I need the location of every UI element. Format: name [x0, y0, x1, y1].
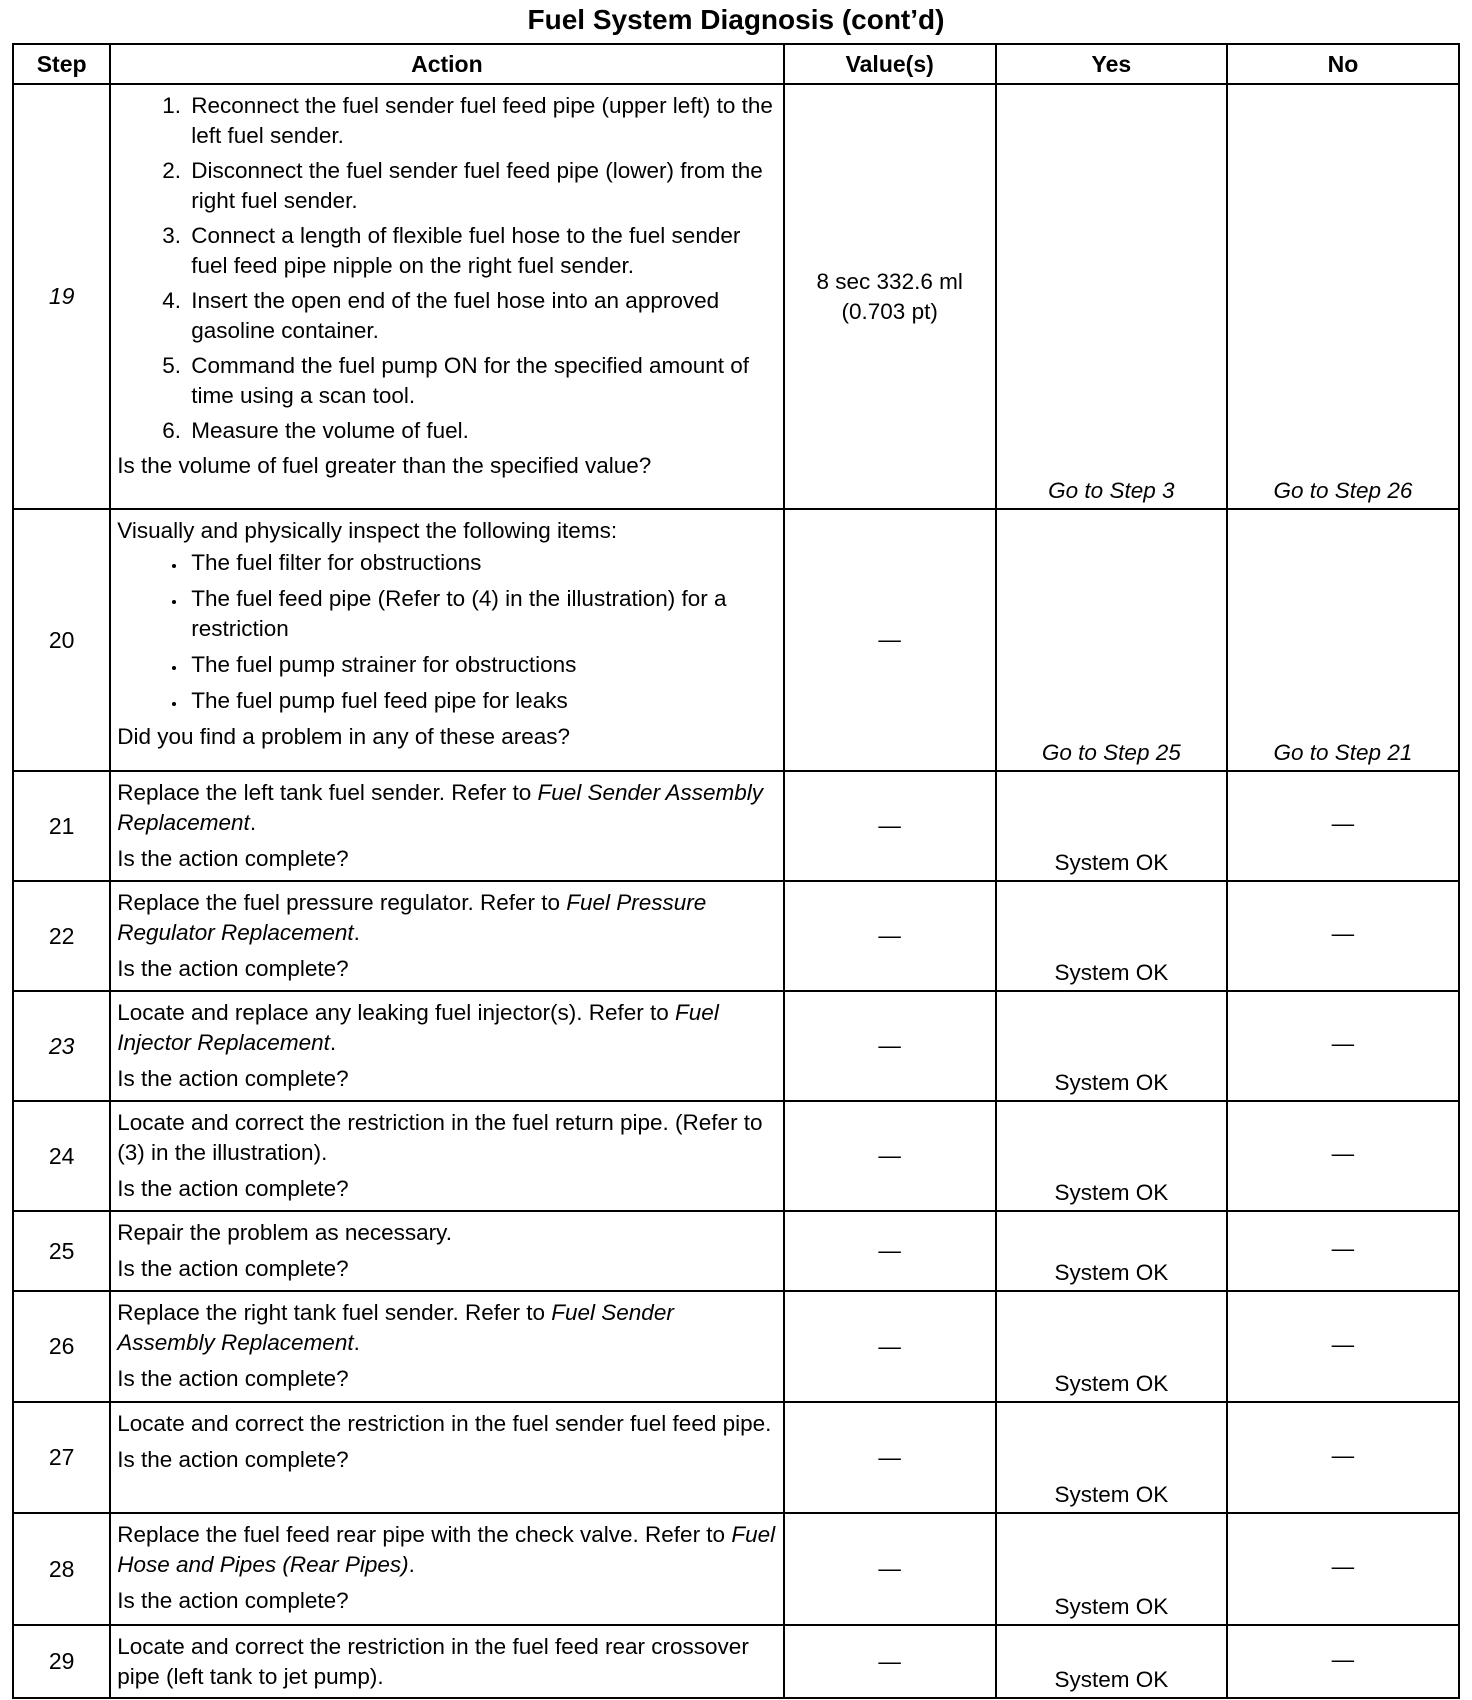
- reference-link[interactable]: Fuel Pressure Regulator Replacement: [117, 890, 707, 945]
- step-number: 28: [13, 1513, 110, 1625]
- table-row: [13, 509, 1459, 771]
- table-row: [13, 1402, 1459, 1513]
- step-number: 24: [13, 1101, 110, 1211]
- action-cell: [110, 991, 783, 1101]
- list-item: • The fuel feed pipe (Refer to (4) in the illustration) for a restriction: [187, 584, 776, 644]
- yes-cell: System OK: [996, 1513, 1227, 1625]
- value-cell: —: [784, 1291, 996, 1402]
- list-item: • The fuel filter for obstructions: [187, 548, 776, 578]
- action-cell: [110, 881, 783, 991]
- value-cell: —: [784, 771, 996, 881]
- action-cell: [110, 1291, 783, 1402]
- action-cell: [110, 1402, 783, 1513]
- action-text-part: Replace the fuel pressure regulator. Refer to: [117, 890, 567, 915]
- value-cell: —: [784, 1211, 996, 1291]
- question: Is the action complete?: [117, 1066, 349, 1091]
- value-cell: —: [784, 881, 996, 991]
- step-number: 27: [13, 1402, 110, 1513]
- yes-cell: System OK: [996, 771, 1227, 881]
- action-cell: [110, 1211, 783, 1291]
- inspection-list: [117, 548, 776, 716]
- no-cell: —: [1227, 991, 1459, 1101]
- no-cell: —: [1227, 1211, 1459, 1291]
- action-cell: [110, 1625, 783, 1698]
- no-cell: —: [1227, 1513, 1459, 1625]
- value-cell: —: [784, 1513, 996, 1625]
- question: Did you find a problem in any of these areas?: [117, 724, 571, 749]
- yes-cell: System OK: [996, 1211, 1227, 1291]
- table-row: [13, 1625, 1459, 1698]
- yes-cell: Go to Step 25: [996, 509, 1227, 771]
- action-text: [117, 1520, 776, 1580]
- list-item: 6. Measure the volume of fuel.: [187, 416, 776, 446]
- yes-cell: Go to Step 3: [996, 84, 1227, 509]
- action-text-part: Replace the left tank fuel sender. Refer to: [117, 780, 538, 805]
- no-cell: —: [1227, 1291, 1459, 1402]
- reference-link[interactable]: Fuel Hose and Pipes (Rear Pipes): [117, 1522, 776, 1577]
- action-text-part: Replace the right tank fuel sender. Refer to: [117, 1300, 552, 1325]
- question: Is the action complete?: [117, 1366, 349, 1391]
- value-line: (0.703 pt): [841, 298, 938, 324]
- step-number: 26: [13, 1291, 110, 1402]
- step-number: 20: [13, 509, 110, 771]
- step-number: 29: [13, 1625, 110, 1698]
- list-item: 5. Command the fuel pump ON for the specified amount of time using a scan tool.: [187, 351, 776, 411]
- no-cell: —: [1227, 1101, 1459, 1211]
- action-cell: [110, 1101, 783, 1211]
- action-text: Locate and correct the restriction in the fuel sender fuel feed pipe.: [117, 1411, 772, 1436]
- step-number: 22: [13, 881, 110, 991]
- step-number: 21: [13, 771, 110, 881]
- header-action: Action: [110, 44, 783, 84]
- value-line: 8 sec 332.6 ml: [816, 268, 963, 294]
- header-step: Step: [13, 44, 110, 84]
- header-yes: Yes: [996, 44, 1227, 84]
- table-row: [13, 1211, 1459, 1291]
- no-cell: Go to Step 21: [1227, 509, 1459, 771]
- action-text: Locate and correct the restriction in the fuel feed rear crossover pipe (left tank to jet pump).: [117, 1634, 749, 1689]
- list-item: 2. Disconnect the fuel sender fuel feed pipe (lower) from the right fuel sender.: [187, 156, 776, 216]
- table-row: [13, 84, 1459, 509]
- question: Is the action complete?: [117, 1256, 349, 1281]
- action-cell: [110, 771, 783, 881]
- value-cell: [784, 84, 996, 509]
- action-text-part: .: [353, 920, 360, 945]
- header-values: Value(s): [784, 44, 996, 84]
- step-number: 25: [13, 1211, 110, 1291]
- action-intro: Visually and physically inspect the following items:: [117, 518, 618, 543]
- diagnosis-table: [12, 43, 1460, 1699]
- reference-link[interactable]: Fuel Sender Assembly Replacement: [117, 780, 764, 835]
- action-text-part: .: [408, 1552, 415, 1577]
- action-text: Locate and correct the restriction in the fuel return pipe. (Refer to (3) in the illustration).: [117, 1110, 763, 1165]
- yes-cell: System OK: [996, 881, 1227, 991]
- value-cell: —: [784, 1625, 996, 1698]
- list-item: • The fuel pump fuel feed pipe for leaks: [187, 686, 776, 716]
- step-number: 19: [13, 84, 110, 509]
- table-row: [13, 881, 1459, 991]
- yes-cell: System OK: [996, 1402, 1227, 1513]
- value-cell: —: [784, 509, 996, 771]
- table-row: [13, 1513, 1459, 1625]
- yes-cell: System OK: [996, 1291, 1227, 1402]
- no-cell: Go to Step 26: [1227, 84, 1459, 509]
- value-cell: —: [784, 1101, 996, 1211]
- table-row: [13, 1291, 1459, 1402]
- action-text: Repair the problem as necessary.: [117, 1220, 452, 1245]
- table-row: [13, 991, 1459, 1101]
- no-cell: —: [1227, 1402, 1459, 1513]
- table-row: [13, 771, 1459, 881]
- value-cell: —: [784, 991, 996, 1101]
- action-text-part: .: [329, 1030, 337, 1055]
- action-cell: [110, 509, 783, 771]
- action-text-part: Replace the fuel feed rear pipe with the check valve. Refer to: [117, 1522, 732, 1547]
- action-text: [117, 1298, 776, 1358]
- list-item: 1. Reconnect the fuel sender fuel feed pipe (upper left) to the left fuel sender.: [187, 91, 776, 151]
- reference-link[interactable]: Fuel Sender Assembly Replacement: [117, 1300, 674, 1355]
- action-text: [117, 888, 776, 948]
- question: Is the volume of fuel greater than the specified value?: [117, 453, 652, 478]
- list-item: • The fuel pump strainer for obstructions: [187, 650, 776, 680]
- action-cell: [110, 1513, 783, 1625]
- page-title: Fuel System Diagnosis (cont’d): [527, 4, 945, 35]
- question: Is the action complete?: [117, 846, 349, 871]
- no-cell: —: [1227, 881, 1459, 991]
- action-text-part: .: [353, 1330, 360, 1355]
- yes-cell: System OK: [996, 991, 1227, 1101]
- question: Is the action complete?: [117, 1447, 349, 1472]
- list-item: 4. Insert the open end of the fuel hose into an approved gasoline container.: [187, 286, 776, 346]
- action-cell: [110, 84, 783, 509]
- table-row: [13, 1101, 1459, 1211]
- header-no: No: [1227, 44, 1459, 84]
- question: Is the action complete?: [117, 1176, 349, 1201]
- yes-cell: System OK: [996, 1101, 1227, 1211]
- no-cell: —: [1227, 1625, 1459, 1698]
- procedure-list: [117, 91, 776, 446]
- header-row: [13, 44, 1459, 84]
- list-item: 3. Connect a length of flexible fuel hose to the fuel sender fuel feed pipe nipple on the right fuel sender.: [187, 221, 776, 281]
- action-text: [117, 998, 776, 1058]
- action-text-part: .: [249, 810, 257, 835]
- action-text: [117, 778, 776, 838]
- yes-cell: System OK: [996, 1625, 1227, 1698]
- question: Is the action complete?: [117, 1588, 349, 1613]
- no-cell: —: [1227, 771, 1459, 881]
- question: Is the action complete?: [117, 956, 349, 981]
- value-cell: —: [784, 1402, 996, 1513]
- step-number: 23: [13, 991, 110, 1101]
- action-text-part: Locate and replace any leaking fuel injector(s). Refer to: [117, 1000, 676, 1025]
- reference-link[interactable]: Fuel Injector Replacement: [117, 1000, 719, 1055]
